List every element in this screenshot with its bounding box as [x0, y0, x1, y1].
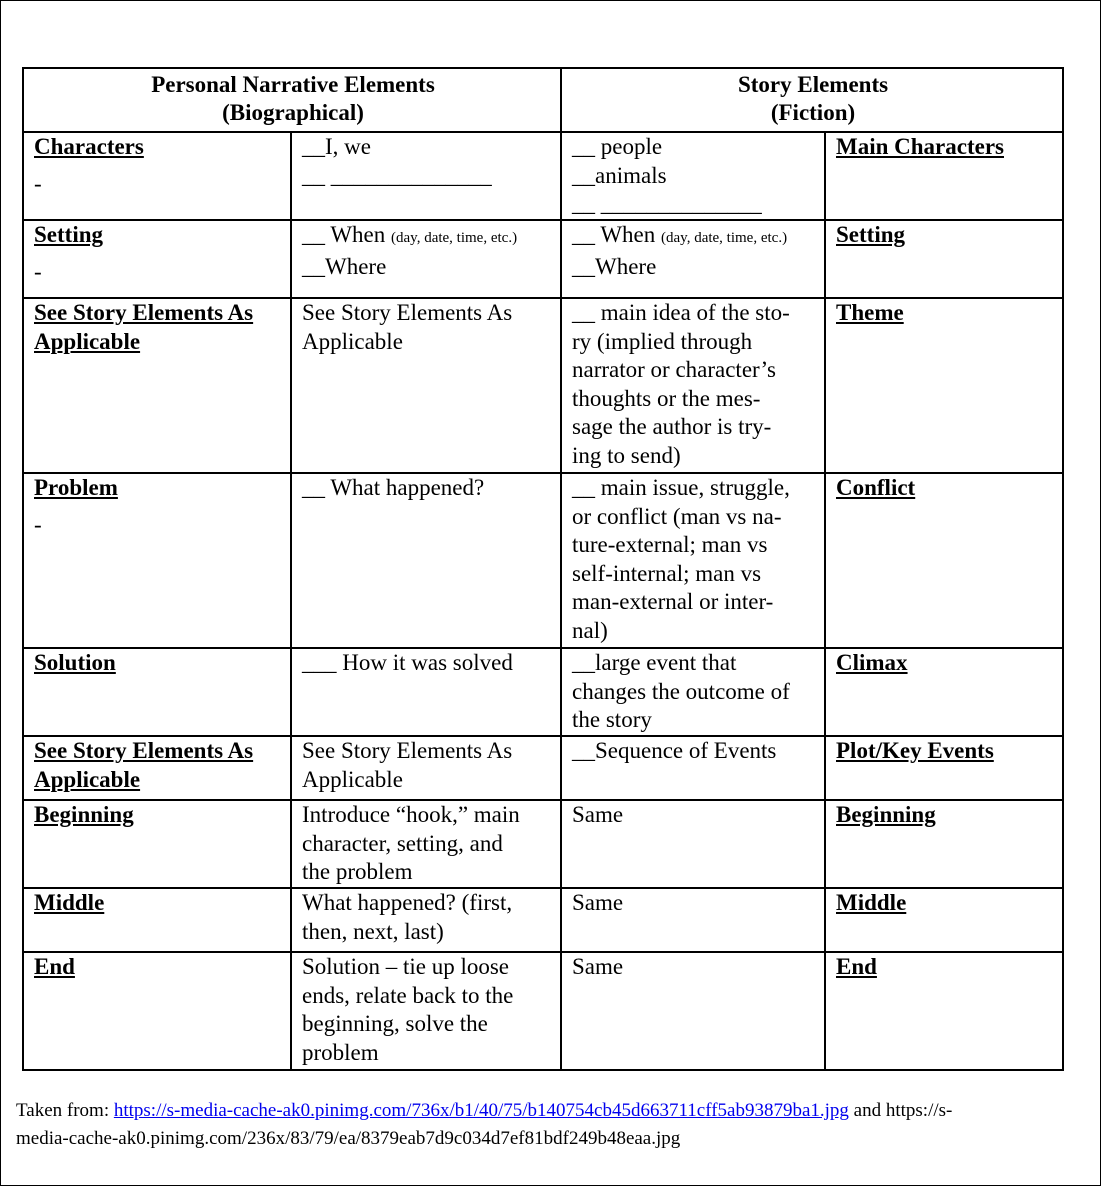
- story-cell: [561, 220, 825, 298]
- left-label: See Story Elements As: [34, 300, 254, 325]
- row-label-see-story-elements: [23, 298, 291, 473]
- left-label: Setting: [34, 222, 103, 247]
- story-cell: [561, 736, 825, 800]
- source-citation: [16, 1097, 1086, 1153]
- left-label: Applicable: [34, 766, 141, 792]
- header-story-title: Story Elements: [737, 72, 889, 97]
- table-row: [23, 648, 1063, 736]
- story-line: ry (implied through: [572, 328, 753, 354]
- table-row: [23, 736, 1063, 800]
- right-label: End: [836, 954, 877, 979]
- row-label-climax: [825, 648, 1063, 736]
- story-cell: [561, 473, 825, 648]
- left-dash: -: [34, 170, 42, 196]
- personal-cell: [291, 298, 561, 473]
- personal-line: Solution – tie up loose: [302, 954, 509, 979]
- personal-line: What happened? (first,: [302, 890, 513, 915]
- left-label: Problem: [34, 475, 118, 500]
- personal-line: ___ How it was solved: [302, 650, 513, 675]
- table-row: [23, 298, 1063, 473]
- story-line: man-external or inter-: [572, 589, 774, 614]
- table-row: [23, 952, 1063, 1070]
- story-cell: [561, 648, 825, 736]
- row-label-solution: [23, 648, 291, 736]
- right-label: Middle: [836, 890, 907, 915]
- story-line: sage the author is try-: [572, 414, 772, 439]
- personal-cell: [291, 736, 561, 800]
- personal-line: then, next, last): [302, 918, 444, 944]
- table-row: [23, 888, 1063, 952]
- left-label: See Story Elements As: [34, 738, 254, 763]
- right-label: Setting: [836, 222, 905, 247]
- story-when-line: [572, 221, 816, 253]
- personal-line: the problem: [302, 859, 413, 884]
- story-line: nal): [572, 617, 608, 643]
- row-label-setting-fiction: [825, 220, 1063, 298]
- story-where: __Where: [572, 253, 657, 279]
- left-label: Solution: [34, 650, 116, 675]
- left-label: Beginning: [34, 802, 134, 827]
- story-line: narrator or character’s: [572, 357, 776, 382]
- right-label: Plot/Key Events: [836, 738, 994, 763]
- story-line: Same: [572, 802, 624, 827]
- row-label-end-fiction: [825, 952, 1063, 1070]
- row-label-beginning-fiction: [825, 800, 1063, 888]
- personal-cell: [291, 888, 561, 952]
- story-cell: [561, 298, 825, 473]
- row-label-theme: [825, 298, 1063, 473]
- left-label: Characters: [34, 134, 144, 159]
- right-label: Beginning: [836, 802, 936, 827]
- row-label-middle: [23, 888, 291, 952]
- story-line: or conflict (man vs na-: [572, 503, 782, 529]
- row-label-problem: [23, 473, 291, 648]
- story-line: __ main idea of the sto-: [572, 300, 790, 325]
- personal-line: problem: [302, 1039, 379, 1065]
- left-label: Applicable: [34, 328, 141, 354]
- story-line: the story: [572, 707, 652, 732]
- row-label-characters: [23, 132, 291, 220]
- personal-when-line: [302, 221, 552, 253]
- story-line: Same: [572, 890, 624, 915]
- story-line: ture-external; man vs: [572, 532, 768, 557]
- table-row: [23, 220, 1063, 298]
- row-label-end: [23, 952, 291, 1070]
- personal-cell: [291, 220, 561, 298]
- right-label: Climax: [836, 650, 908, 675]
- personal-line: character, setting, and: [302, 830, 503, 856]
- row-label-conflict: [825, 473, 1063, 648]
- right-label: Theme: [836, 300, 904, 325]
- row-label-plot-key-events: [825, 736, 1063, 800]
- personal-line: See Story Elements As: [302, 300, 513, 325]
- story-cell: [561, 132, 825, 220]
- personal-when-note: (day, date, time, etc.): [391, 230, 518, 246]
- personal-where: __Where: [302, 253, 387, 279]
- story-when: __ When: [572, 222, 656, 247]
- personal-line: __I, we: [302, 134, 371, 159]
- story-cell: [561, 952, 825, 1070]
- story-line: __ ______________: [572, 191, 762, 216]
- story-when-note: (day, date, time, etc.): [661, 230, 788, 246]
- row-label-setting: [23, 220, 291, 298]
- personal-line: __ What happened?: [302, 475, 485, 500]
- row-label-see-story-elements-2: [23, 736, 291, 800]
- personal-line: Applicable: [302, 766, 403, 792]
- personal-cell: [291, 648, 561, 736]
- personal-cell: [291, 952, 561, 1070]
- header-story-subtitle: (Fiction): [770, 100, 856, 125]
- right-label: Conflict: [836, 475, 916, 500]
- personal-cell: [291, 800, 561, 888]
- personal-cell: [291, 132, 561, 220]
- story-line: changes the outcome of: [572, 678, 790, 704]
- header-personal-title: Personal Narrative Elements: [151, 72, 435, 97]
- story-line: __ main issue, struggle,: [572, 475, 790, 500]
- source-link[interactable]: https://s-media-cache-ak0.pinimg.com/736x/b1/40/75/b140754cb45d663711cff5ab93879ba1.jpg: [113, 1100, 849, 1121]
- story-line: __large event that: [572, 650, 737, 675]
- personal-line: beginning, solve the: [302, 1011, 488, 1036]
- header-personal-narrative: [23, 68, 561, 132]
- table-row: [23, 132, 1063, 220]
- personal-line: ends, relate back to the: [302, 982, 514, 1008]
- citation-middle: and https://s-: [848, 1100, 953, 1121]
- left-dash: -: [34, 511, 42, 537]
- story-line: ing to send): [572, 442, 681, 468]
- row-label-beginning: [23, 800, 291, 888]
- story-line: thoughts or the mes-: [572, 385, 761, 411]
- story-line: __ people: [572, 134, 663, 159]
- header-story-elements: [561, 68, 1063, 132]
- table-header-row: [23, 68, 1063, 132]
- story-line: __animals: [572, 162, 667, 188]
- personal-line: __ ______________: [302, 162, 492, 188]
- story-line: Same: [572, 954, 624, 979]
- right-label: Main Characters: [836, 134, 1004, 159]
- left-dash: -: [34, 258, 42, 284]
- personal-line: See Story Elements As: [302, 738, 513, 763]
- header-personal-subtitle: (Biographical): [222, 100, 364, 125]
- story-elements-table: [22, 67, 1064, 1071]
- story-line: __Sequence of Events: [572, 738, 777, 763]
- table-row: [23, 473, 1063, 648]
- story-cell: [561, 888, 825, 952]
- story-cell: [561, 800, 825, 888]
- row-label-middle-fiction: [825, 888, 1063, 952]
- left-label: Middle: [34, 890, 105, 915]
- personal-when: __ When: [302, 222, 386, 247]
- row-label-main-characters: [825, 132, 1063, 220]
- table-row: [23, 800, 1063, 888]
- personal-cell: [291, 473, 561, 648]
- citation-tail: media-cache-ak0.pinimg.com/236x/83/79/ea/8379eab7d9c034d7ef81bdf249b48eaa.jpg: [16, 1128, 681, 1149]
- personal-line: Applicable: [302, 328, 403, 354]
- story-line: self-internal; man vs: [572, 560, 762, 586]
- citation-prefix: Taken from:: [16, 1100, 114, 1121]
- personal-line: Introduce “hook,” main: [302, 802, 520, 827]
- left-label: End: [34, 954, 75, 979]
